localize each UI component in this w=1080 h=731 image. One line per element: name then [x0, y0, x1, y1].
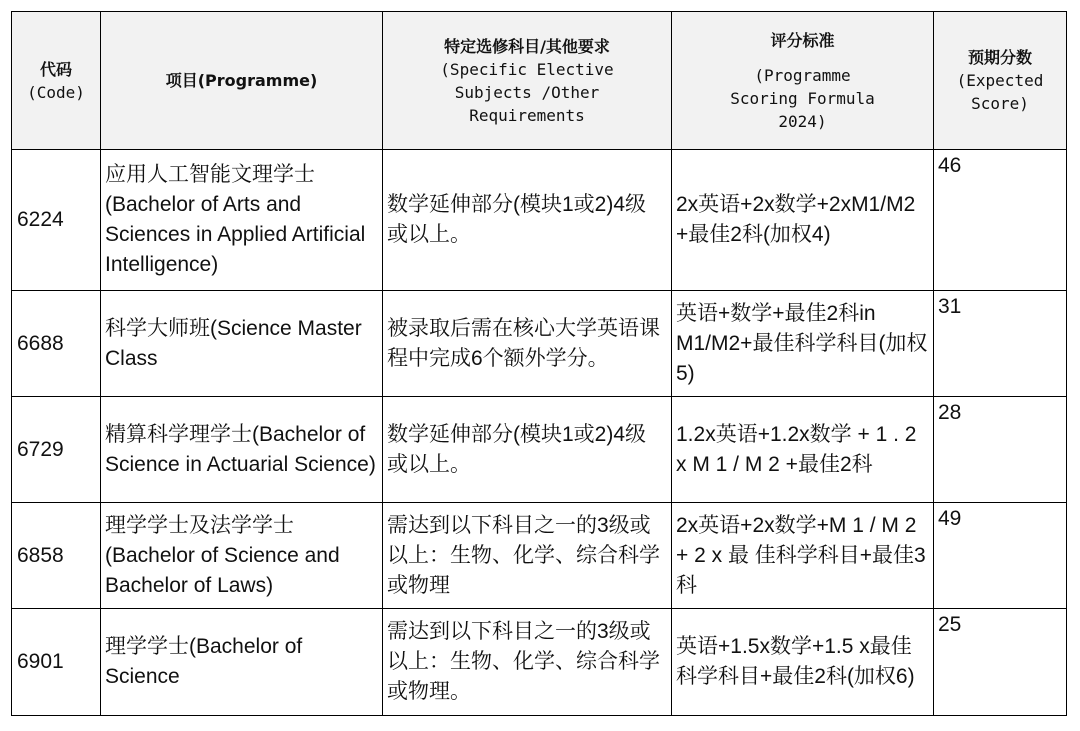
header-programme-zh: 项目(Programme): [165, 71, 318, 90]
cell-code: 6729: [12, 397, 101, 503]
cell-programme: 理学学士(Bachelor of Science: [101, 609, 383, 716]
cell-scoring: 2x英语+2x数学+M 1 / M 2 + 2 x 最 佳科学科目+最佳3科: [672, 503, 934, 609]
header-row: [12, 12, 1067, 150]
table-row: [12, 397, 1067, 503]
header-scoring-zh: 评分标准: [770, 30, 835, 50]
admission-table: [11, 11, 1067, 716]
header-scoring-en1: (Programme: [754, 65, 851, 85]
table-row: [12, 150, 1067, 291]
header-requirements-en1: (Specific Elective: [440, 59, 614, 79]
cell-score: 25: [934, 609, 1067, 716]
cell-programme: 应用人工智能文理学士(Bachelor of Arts and Sciences in Applied Artificial Intelligence): [101, 150, 383, 291]
cell-scoring: 1.2x英语+1.2x数学 + 1 . 2 x M 1 / M 2 +最佳2科: [672, 397, 934, 503]
header-scoring: [672, 12, 934, 150]
header-expected: [934, 12, 1067, 150]
header-programme: [101, 12, 383, 150]
table-row: [12, 609, 1067, 716]
cell-scoring: 英语+1.5x数学+1.5 x最佳科学科目+最佳2科(加权6): [672, 609, 934, 716]
header-code-en: (Code): [27, 82, 85, 102]
cell-requirements: 被录取后需在核心大学英语课程中完成6个额外学分。: [383, 291, 672, 397]
cell-programme: 精算科学理学士(Bachelor of Science in Actuarial Science): [101, 397, 383, 503]
cell-scoring: 2x英语+2x数学+2xM1/M2 +最佳2科(加权4): [672, 150, 934, 291]
cell-requirements: 需达到以下科目之一的3级或以上：生物、化学、综合科学或物理: [383, 503, 672, 609]
header-code-zh: 代码: [39, 59, 72, 79]
header-requirements: [383, 12, 672, 150]
cell-requirements: 数学延伸部分(模块1或2)4级或以上。: [383, 150, 672, 291]
cell-code: 6901: [12, 609, 101, 716]
cell-requirements: 需达到以下科目之一的3级或以上：生物、化学、综合科学或物理。: [383, 609, 672, 716]
header-expected-zh: 预期分数: [967, 48, 1032, 67]
cell-code: 6688: [12, 291, 101, 397]
cell-score: 49: [934, 503, 1067, 609]
header-scoring-spacer: [672, 52, 933, 64]
header-expected-en1: (Expected: [956, 71, 1044, 90]
cell-score: 31: [934, 291, 1067, 397]
header-scoring-en3: 2024): [778, 111, 827, 131]
cell-scoring: 英语+数学+最佳2科in M1/M2+最佳科学科目(加权5): [672, 291, 934, 397]
cell-code: 6858: [12, 503, 101, 609]
table-row: [12, 291, 1067, 397]
header-code: [12, 12, 101, 150]
cell-score: 46: [934, 150, 1067, 291]
header-requirements-en2: Subjects /Other: [454, 82, 600, 102]
cell-score: 28: [934, 397, 1067, 503]
header-expected-en2: Score): [971, 94, 1029, 113]
cell-programme: 科学大师班(Science Master Class: [101, 291, 383, 397]
table-row: [12, 503, 1067, 609]
cell-requirements: 数学延伸部分(模块1或2)4级或以上。: [383, 397, 672, 503]
header-scoring-en2: Scoring Formula: [730, 88, 875, 108]
header-requirements-zh: 特定选修科目/其他要求: [444, 36, 610, 56]
cell-code: 6224: [12, 150, 101, 291]
cell-programme: 理学学士及法学学士(Bachelor of Science and Bachelor of Laws): [101, 503, 383, 609]
header-requirements-en3: Requirements: [469, 105, 585, 125]
